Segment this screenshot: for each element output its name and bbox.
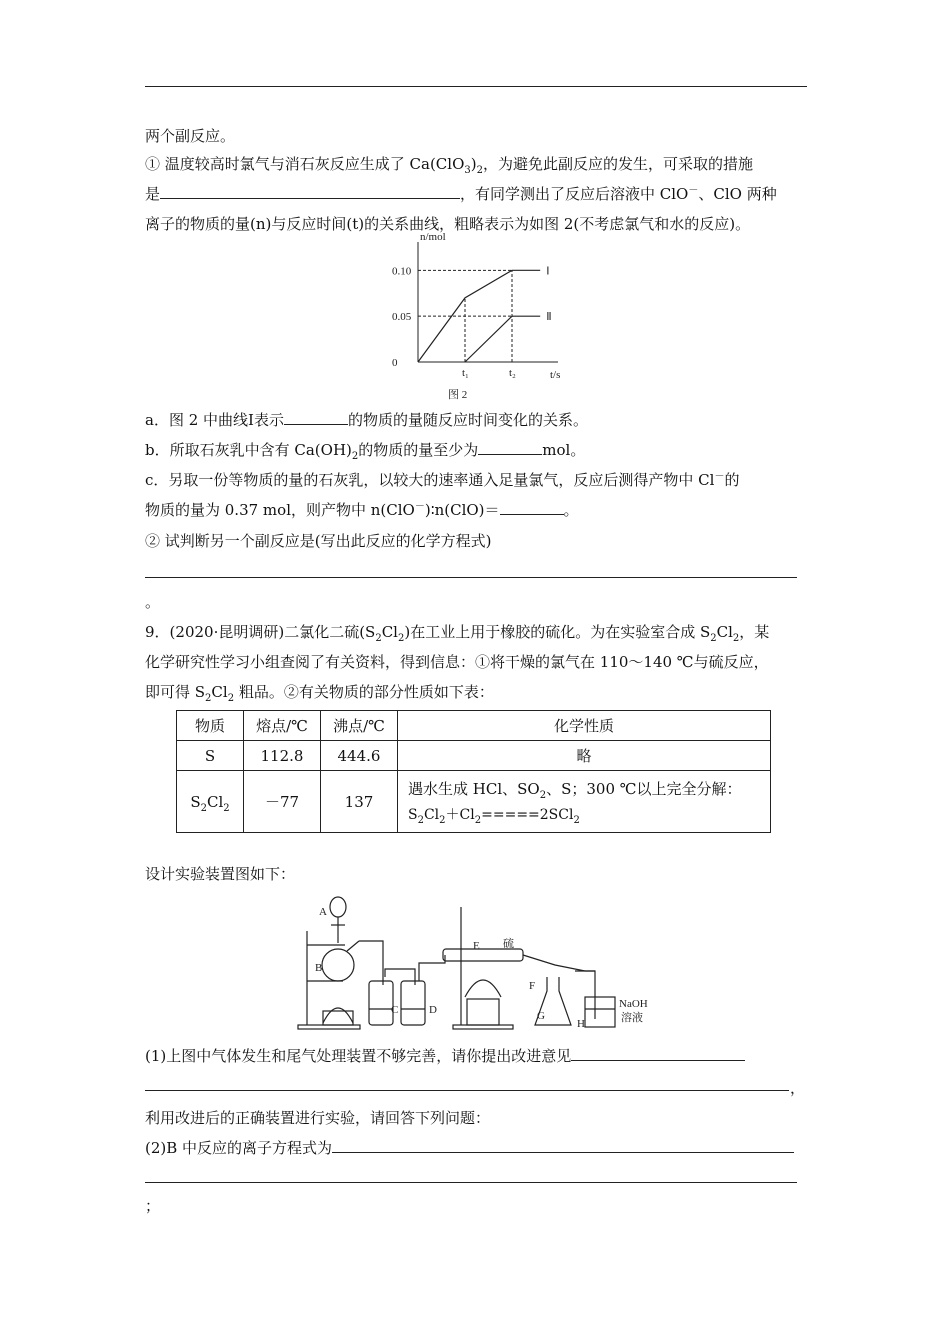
header-properties: 化学性质 (398, 711, 771, 741)
q1-improve: (1)上图中气体发生和尾气处理装置不够完善，请你提出改进意见 (145, 1046, 745, 1066)
top-rule (145, 86, 807, 87)
label-sulfur: 硫 (503, 938, 514, 950)
chart-title: 图 2 (448, 389, 468, 401)
design-text: 设计实验装置图如下： (145, 865, 296, 883)
item-c1: c．另取一份等物质的量的石灰乳，以较大的速率通入足量氯气，反应后测得产物中 Cl－的 (145, 471, 740, 489)
y-tick-label: 0.10 (392, 265, 412, 278)
item-q2: ② 试判断另一个副反应是(写出此反应的化学方程式) (145, 532, 492, 550)
q9-line2: 化学研究性学习小组查阅了有关资料，得到信息：①将干燥的氯气在 110～140 ℃与硫反应， (145, 653, 769, 671)
apparatus-diagram (295, 893, 665, 1033)
series-label: Ⅰ (546, 265, 550, 278)
series-line-2 (465, 316, 540, 362)
intro-text: 两个副反应。 (145, 127, 236, 145)
q2-ionic: (2)B 中反应的离子方程式为 (145, 1138, 794, 1158)
y-axis-label: n/mol (420, 231, 446, 243)
answer-line[interactable] (145, 1182, 797, 1183)
label-e: E (473, 940, 480, 952)
label-g: G (537, 1010, 545, 1022)
label-solution: 溶液 (621, 1012, 643, 1024)
item-a: a．图 2 中曲线Ⅰ表示 的物质的量随反应时间变化的关系。 (145, 411, 588, 429)
item-b: b．所取石灰乳中含有 $Ca(OH)_2$的物质的量至少为 mol。 (145, 441, 586, 462)
label-f: F (529, 980, 536, 992)
label-c: C (391, 1004, 399, 1016)
x-axis-label: t/s (550, 369, 561, 381)
label-h: H (577, 1018, 585, 1030)
answer-line[interactable] (145, 577, 797, 578)
header-bp: 沸点/℃ (321, 711, 398, 741)
item-c2: 物质的量为 0.37 mol，则产物中 n(ClO－)∶n(ClO)＝ 。 (145, 501, 579, 519)
q1-end: ， (790, 1079, 806, 1097)
x-tick-label: t₁ (462, 367, 469, 379)
q1-line3: 离子的物质的量(n)与反应时间(t)的关系曲线，粗略表示为如图 2(不考虑氯气和水的反应)。 (145, 215, 751, 233)
series-label: Ⅱ (546, 311, 552, 324)
x-tick-label: t₂ (509, 367, 516, 379)
header-substance: 物质 (177, 711, 244, 741)
y-tick-label: 0 (392, 357, 398, 369)
answer-blank[interactable] (160, 184, 460, 199)
answer-line[interactable] (145, 1090, 789, 1091)
label-d: D (429, 1004, 437, 1016)
figure-2-chart (390, 231, 570, 401)
item-q2-end: 。 (145, 593, 161, 611)
answer-blank[interactable] (571, 1046, 745, 1061)
q1-line1: ① 温度较高时氯气与消石灰反应生成了 $Ca(ClO_3)_2$，为避免此副反应的发生，可采取的措施 (145, 155, 754, 176)
answer-blank[interactable] (478, 440, 542, 455)
properties-table (176, 710, 771, 833)
q9-line1: 9．(2020·昆明调研)二氯化二硫$(S_2Cl_2)$在工业上用于橡胶的硫化。为在实验室合成 $S_2Cl_2$，某 (145, 623, 770, 644)
q-mid: 利用改进后的正确装置进行实验，请回答下列问题： (145, 1109, 491, 1127)
q9-line3: 即可得 $S_2Cl_2$ 粗品。②有关物质的部分性质如下表： (145, 683, 494, 704)
header-mp: 熔点/℃ (244, 711, 321, 741)
label-naoh: NaOH (619, 998, 648, 1010)
answer-blank[interactable] (500, 500, 564, 515)
table-row: $S_2Cl_2$ －77 137 遇水生成 HCl、$SO_2$、S；300 ℃以上完全分解： $S_2Cl_2+Cl_2=====2SCl_2$ (177, 771, 771, 833)
q1-line2: 是 ，有同学测出了反应后溶液中 ClO－、ClO 两种 (145, 185, 777, 203)
answer-blank[interactable] (284, 410, 348, 425)
y-tick-label: 0.05 (392, 311, 412, 324)
label-a: A (319, 906, 327, 918)
answer-blank[interactable] (332, 1138, 794, 1153)
q2-end: ； (145, 1197, 161, 1215)
table-row: S 112.8 444.6 略 (177, 741, 771, 771)
label-b: B (315, 962, 323, 974)
